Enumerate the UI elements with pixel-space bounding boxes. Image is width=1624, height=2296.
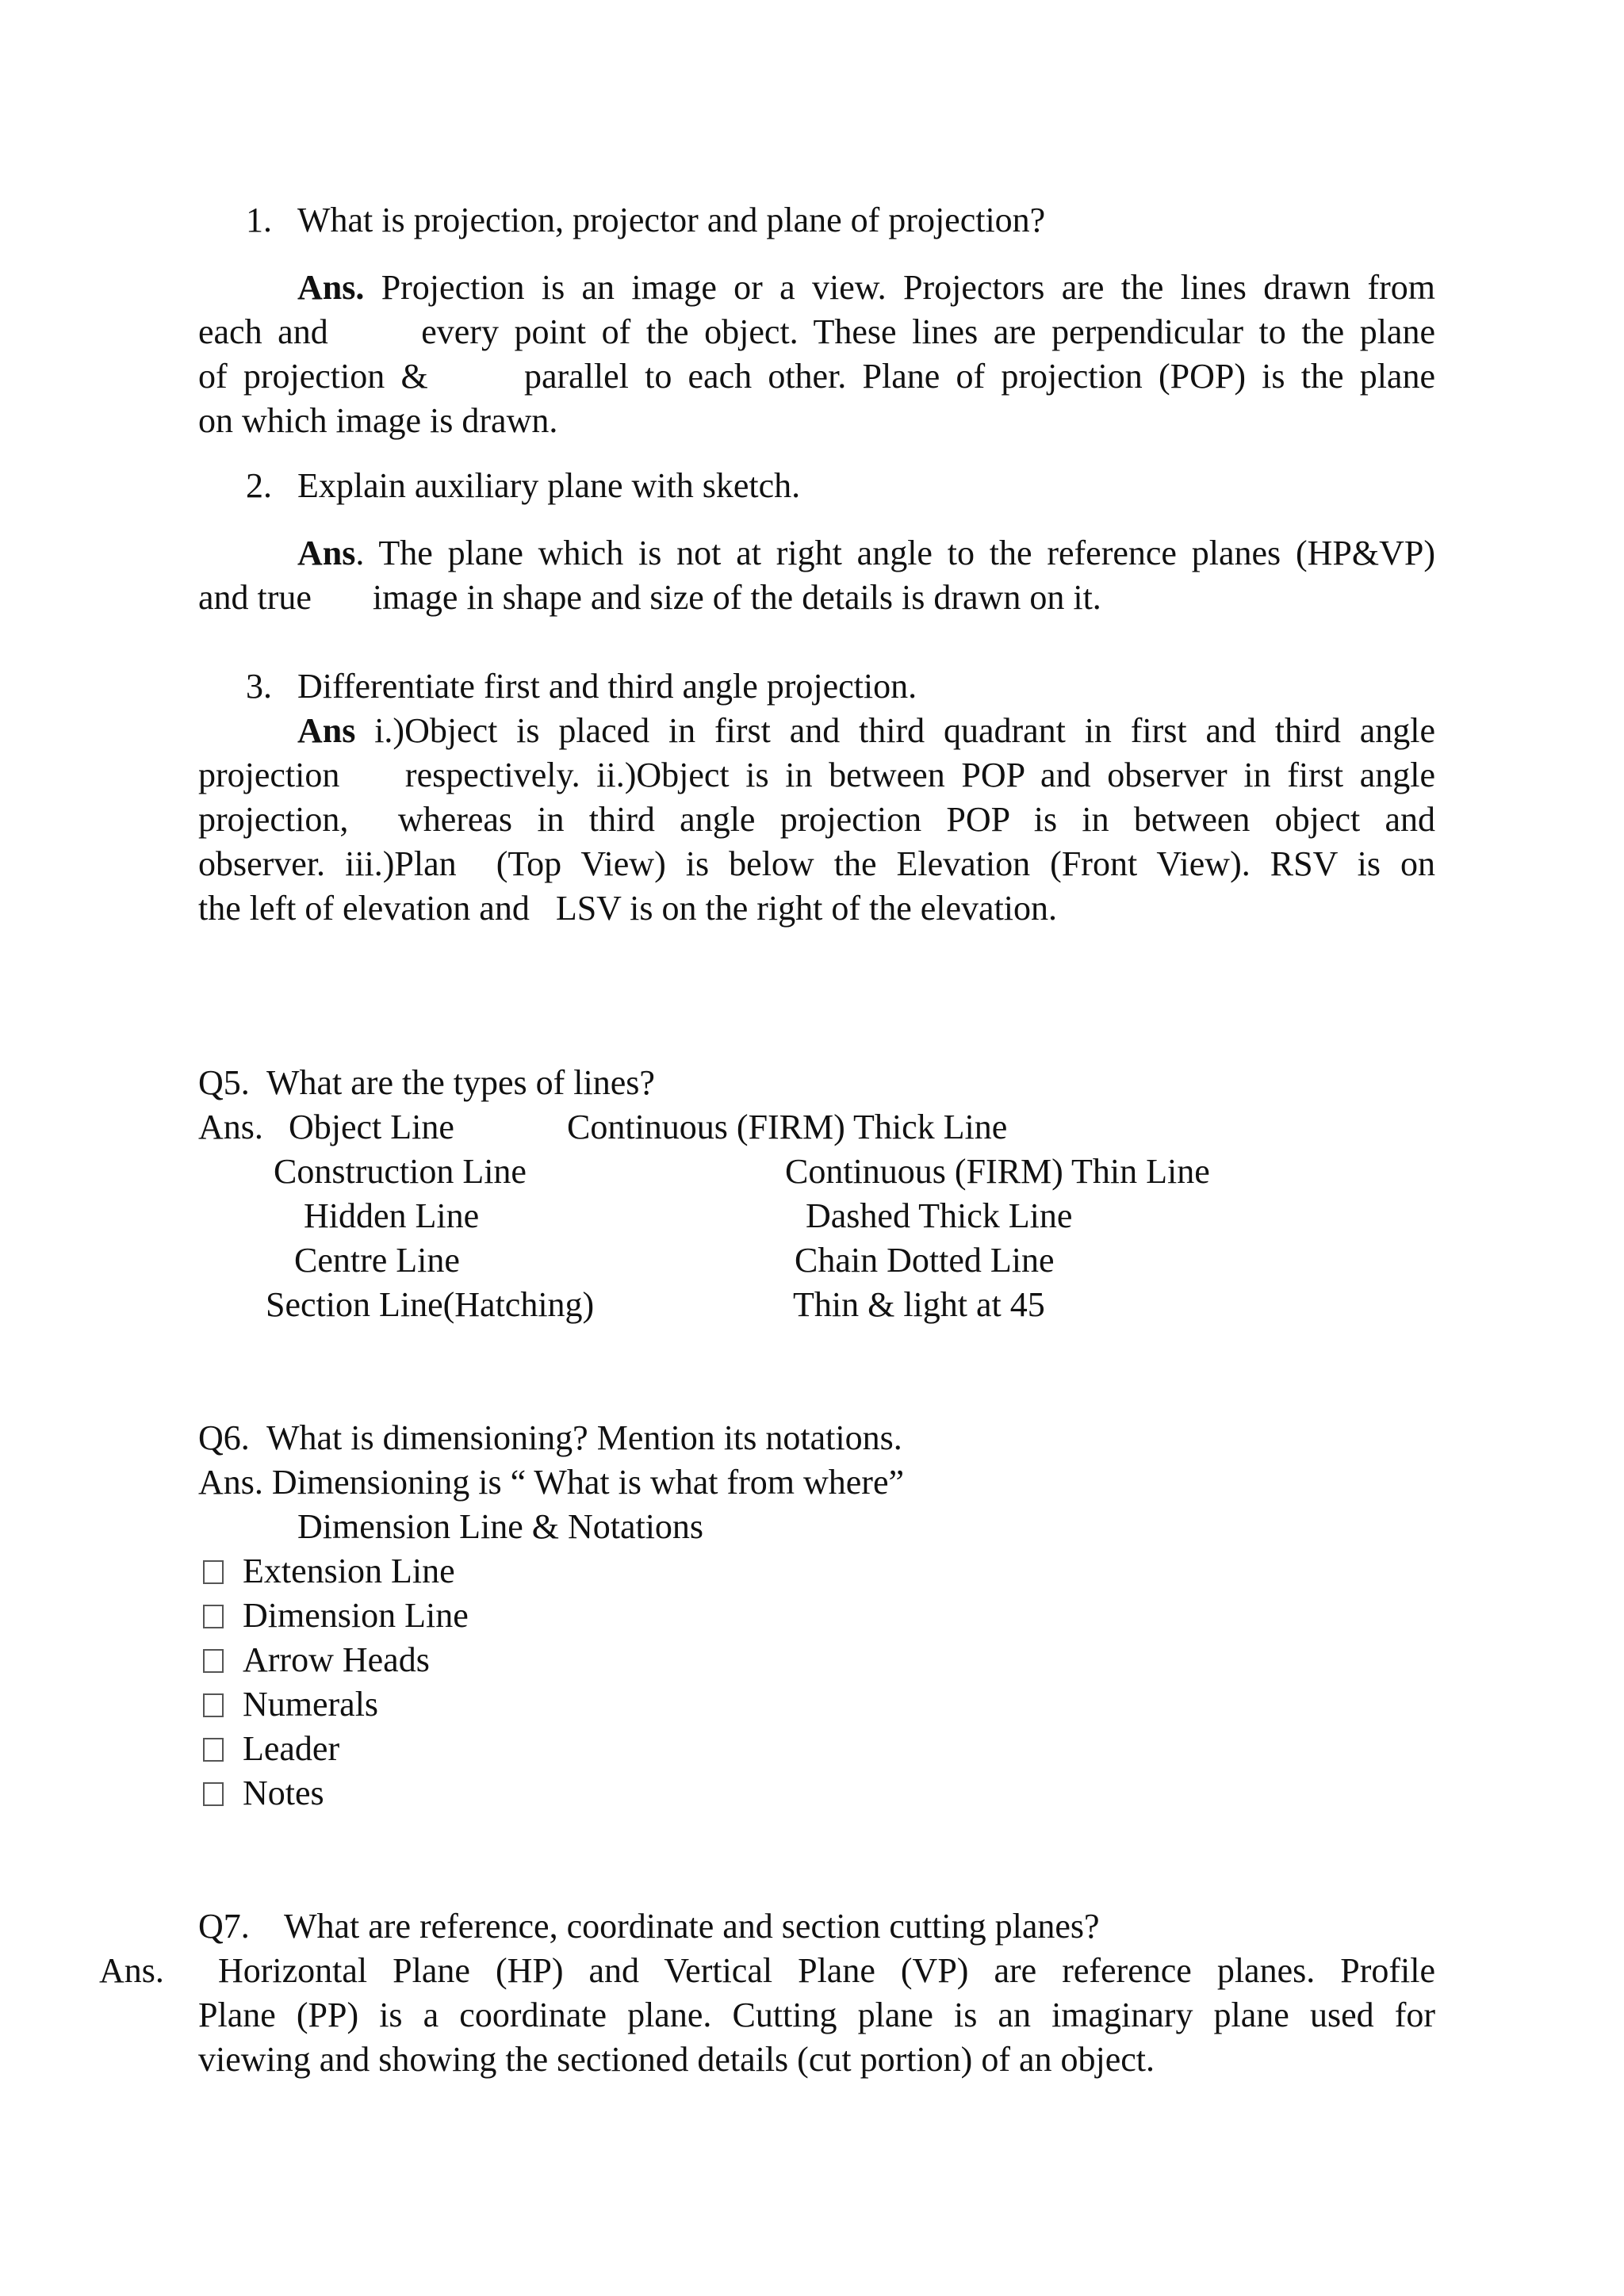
line-type-description: Continuous (FIRM) Thick Line — [567, 1108, 1008, 1146]
q6-question: Q6. What is dimensioning? Mention its notations. — [198, 1418, 902, 1457]
checkbox-glyph-icon — [203, 1782, 224, 1806]
line-type-name: Hidden Line — [304, 1196, 480, 1235]
q2-answer — [198, 531, 1435, 620]
line-type-description: Dashed Thick Line — [806, 1196, 1073, 1235]
checkbox-glyph-icon — [203, 1693, 224, 1717]
line-type-name: Construction Line — [274, 1152, 527, 1191]
q7-answer-line: Plane (PP) is a coordinate plane. Cutting plane is an imaginary plane used for — [198, 1996, 1435, 2034]
notation-item: Arrow Heads — [203, 1638, 430, 1682]
line-type-name: Object Line — [289, 1108, 454, 1146]
q2-ans-label: Ans — [297, 534, 356, 572]
checkbox-glyph-icon — [203, 1560, 224, 1584]
q7-question: Q7. What are reference, coordinate and section cutting planes? — [198, 1907, 1100, 1946]
line-type-description: Chain Dotted Line — [795, 1241, 1055, 1280]
line-type-description: Thin & light at 45 — [793, 1285, 1045, 1324]
q3-question: Differentiate first and third angle projection. — [297, 667, 917, 706]
q7-answer-line: viewing and showing the sectioned details (cut portion) of an object. — [198, 2040, 1155, 2079]
q3-ans-label: Ans — [297, 711, 356, 750]
line-type-description: Continuous (FIRM) Thin Line — [785, 1152, 1210, 1191]
q6-answer: Ans. Dimensioning is “ What is what from where” — [198, 1463, 905, 1502]
q3-answer-line: the left of elevation and LSV is on the right of the elevation. — [198, 889, 1058, 928]
q7-answer — [198, 1949, 1435, 2082]
q3-answer-line: projection respectively. ii.)Object is in between POP and observer in first angle — [198, 756, 1435, 794]
q1-number: 1. — [246, 201, 272, 239]
checkbox-glyph-icon — [203, 1649, 224, 1673]
q1-question: What is projection, projector and plane of projection? — [297, 201, 1046, 239]
q1-answer-line: each and every point of the object. These lines are perpendicular to the plane — [198, 312, 1435, 351]
q1-answer-line: Projection is an image or a view. Projectors are the lines drawn from — [364, 268, 1435, 307]
checkbox-glyph-icon — [203, 1738, 224, 1762]
q2-answer-line: . The plane which is not at right angle to the reference planes (HP&VP) — [355, 534, 1435, 572]
line-type-name: Section Line(Hatching) — [266, 1285, 595, 1324]
q2-answer-line: and true image in shape and size of the details is drawn on it. — [198, 578, 1101, 617]
notation-item: Leader — [203, 1727, 339, 1771]
q3-answer-line: i.)Object is placed in first and third quadrant in first and third angle — [355, 711, 1435, 750]
notation-item: Extension Line — [203, 1549, 455, 1594]
q7-ans-label: Ans. — [99, 1951, 164, 1990]
q1-ans-label: Ans. — [297, 268, 365, 307]
q5-question: Q5. What are the types of lines? — [198, 1063, 655, 1102]
checkbox-glyph-icon — [203, 1605, 224, 1628]
q3-number: 3. — [246, 667, 272, 706]
q1-answer-line: on which image is drawn. — [198, 401, 558, 440]
notation-item: Numerals — [203, 1682, 378, 1727]
q2-number: 2. — [246, 466, 272, 505]
q1-answer-line: of projection & parallel to each other. Plane of projection (POP) is the plane — [198, 357, 1435, 396]
q5-ans-label: Ans. — [198, 1108, 263, 1146]
q3-answer-line: observer. iii.)Plan (Top View) is below the Elevation (Front View). RSV is on — [198, 844, 1435, 883]
q7-answer-line: Horizontal Plane (HP) and Vertical Plane (VP) are reference planes. Profile — [218, 1951, 1435, 1990]
notation-item: Dimension Line — [203, 1594, 469, 1638]
q3-answer — [198, 709, 1435, 931]
notation-item: Notes — [203, 1771, 324, 1816]
q2-question: Explain auxiliary plane with sketch. — [297, 466, 801, 505]
q3-answer-line: projection, whereas in third angle projection POP is in between object and — [198, 800, 1435, 839]
line-type-name: Centre Line — [294, 1241, 460, 1280]
q1-answer — [198, 266, 1435, 443]
q6-subheading: Dimension Line & Notations — [297, 1507, 704, 1546]
